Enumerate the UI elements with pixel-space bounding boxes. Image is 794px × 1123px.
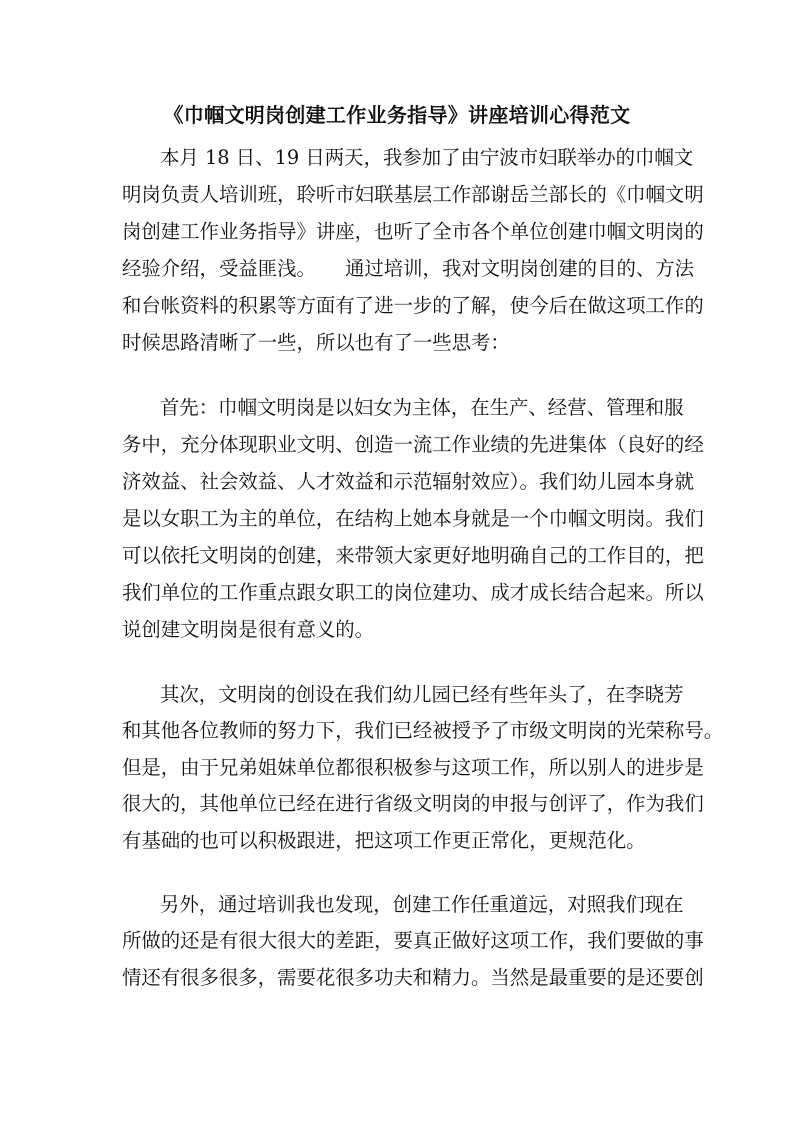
document-title: 《巾帼文明岗创建工作业务指导》讲座培训心得范文 bbox=[163, 103, 631, 127]
paragraph-line: 时候思路清晰了一些，所以也有了一些思考： bbox=[122, 331, 510, 354]
paragraph-line: 济效益、社会效益、人才效益和示范辐射效应）。我们幼儿园本身就 bbox=[122, 470, 695, 493]
paragraph-line: 和其他各位教师的努力下，我们已经被授予了市级文明岗的光荣称号。 bbox=[122, 719, 724, 742]
paragraph-line: 情还有很多很多，需要花很多功夫和精力。当然是最重要的是还要创 bbox=[122, 966, 704, 989]
paragraph-line: 经验介绍，受益匪浅。 通过培训，我对文明岗创建的目的、方法 bbox=[122, 257, 695, 280]
paragraph-line: 其次，文明岗的创设在我们幼儿园已经有些年头了，在李晓芳 bbox=[160, 683, 684, 706]
paragraph-line: 是以女职工为主的单位，在结构上她本身就是一个巾帼文明岗。我们 bbox=[122, 507, 704, 530]
paragraph-line: 另外，通过培训我也发现，创建工作任重道远，对照我们现在 bbox=[160, 893, 684, 916]
paragraph-line: 务中，充分体现职业文明、创造一流工作业绩的先进集体（良好的经 bbox=[122, 433, 704, 456]
paragraph-line: 很大的，其他单位已经在进行省级文明岗的申报与创评了，作为我们 bbox=[122, 792, 704, 815]
paragraph-line: 我们单位的工作重点跟女职工的岗位建功、成才成长结合起来。所以 bbox=[122, 581, 704, 604]
paragraph-line: 说创建文明岗是很有意义的。 bbox=[122, 618, 375, 641]
paragraph-line: 有基础的也可以积极跟进，把这项工作更正常化，更规范化。 bbox=[122, 829, 646, 852]
paragraph-line: 和台帐资料的积累等方面有了进一步的了解，使今后在做这项工作的 bbox=[122, 294, 704, 317]
paragraph-line: 首先：巾帼文明岗是以妇女为主体，在生产、经营、管理和服 bbox=[160, 396, 684, 419]
paragraph-line: 岗创建工作业务指导》讲座，也听了全市各个单位创建巾帼文明岗的 bbox=[122, 220, 704, 243]
paragraph-line: 可以依托文明岗的创建，来带领大家更好地明确自己的工作目的，把 bbox=[122, 544, 704, 567]
paragraph-line: 但是，由于兄弟姐妹单位都很积极参与这项工作，所以别人的进步是 bbox=[122, 756, 704, 779]
paragraph-line: 明岗负责人培训班，聆听市妇联基层工作部谢岳兰部长的《巾帼文明 bbox=[122, 183, 704, 206]
paragraph-line: 所做的还是有很大很大的差距，要真正做好这项工作，我们要做的事 bbox=[122, 929, 704, 952]
paragraph-line: 本月 18 日、19 日两天，我参加了由宁波市妇联举办的巾帼文 bbox=[160, 146, 694, 169]
